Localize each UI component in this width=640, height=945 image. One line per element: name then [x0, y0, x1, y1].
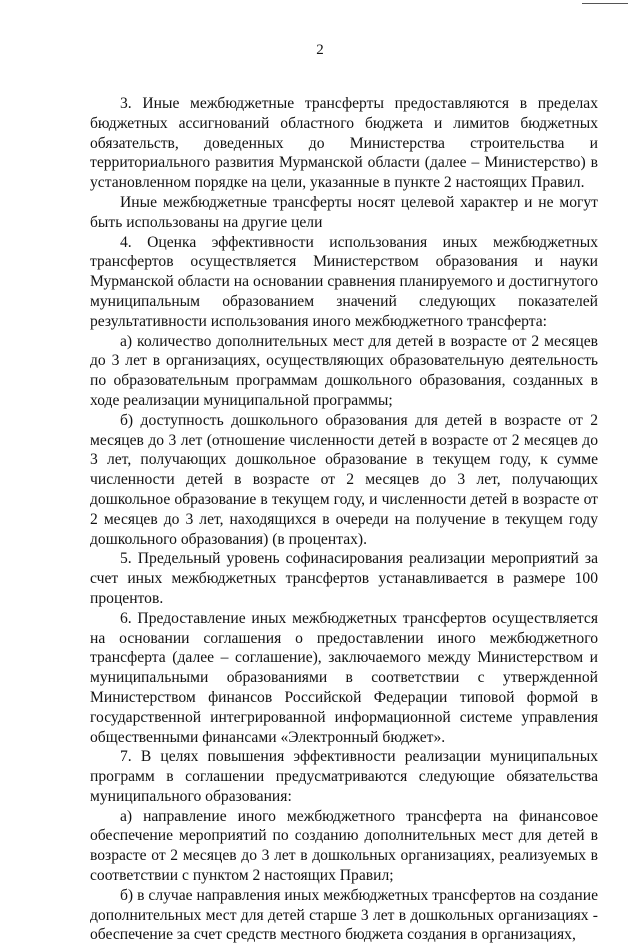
paragraph-4b: б) доступность дошкольного образования для детей в возрасте от 2 месяцев до 3 лет (отношение численности детей в возрасте от 2 месяцев до 3 лет, получающих дошкольное образование в текущем году, к сумме численности детей в возрасте от 2 месяцев до 3 лет, получающих дошкольное образование в текущем году, и численности детей в возрасте от 2 месяцев до 3 лет, находящихся в очереди на получение в текущем году дошкольного образования) (в процентах). [90, 411, 598, 548]
paragraph-6: 6. Предоставление иных межбюджетных трансфертов осуществляется на основании соглашения о предоставлении иного межбюджетного трансферта (далее – соглашение), заключаемого между Министерством и муниципальными образованиями в соответствии с утвержденной Министерством финансов Российской Федерации типовой формой в государственной интегрированной информационной системе управления общественными финансами «Электронный бюджет». [90, 609, 598, 746]
paragraph-3-note: Иные межбюджетные трансферты носят целевой характер и не могут быть использованы на другие цели [90, 193, 598, 231]
scan-edge-line [582, 3, 628, 4]
paragraph-4: 4. Оценка эффективности использования иных межбюджетных трансфертов осуществляется Министерством образования и науки Мурманской области на основании сравнения планируемого и достигнутого муниципальным образованием значений следующих показателей результативности использования иного межбюджетного трансферта: [90, 233, 598, 330]
page-number: 2 [316, 42, 324, 58]
paragraph-7b: б) в случае направления иных межбюджетных трансфертов на создание дополнительных мест для детей старше 3 лет в дошкольных организациях - обеспечение за счет средств местного бюджета создания в организациях, [90, 886, 598, 944]
paragraph-3: 3. Иные межбюджетные трансферты предоставляются в пределах бюджетных ассигнований областного бюджета и лимитов бюджетных обязательств, доведенных до Министерства строительства и территориального развития Мурманской области (далее – Министерство) в установленном порядке на цели, указанные в пункте 2 настоящих Правил. [90, 95, 598, 192]
paragraph-7a: а) направление иного межбюджетного трансферта на финансовое обеспечение мероприятий по созданию дополнительных мест для детей в возрасте от 2 месяцев до 3 лет в дошкольных организациях, реализуемых в соответствии с пунктом 2 настоящих Правил; [90, 807, 598, 885]
paragraph-7: 7. В целях повышения эффективности реализации муниципальных программ в соглашении предусматриваются следующие обязательства муниципального образования: [90, 748, 598, 805]
paragraph-5: 5. Предельный уровень софинасирования реализации мероприятий за счет иных межбюджетных трансфертов устанавливается в размере 100 процентов. [90, 550, 598, 607]
document-body [90, 94, 598, 945]
paragraph-4a: а) количество дополнительных мест для детей в возрасте от 2 месяцев до 3 лет в организациях, осуществляющих образовательную деятельность по образовательным программам дошкольного образования, созданных в ходе реализации муниципальной программы; [90, 332, 598, 409]
